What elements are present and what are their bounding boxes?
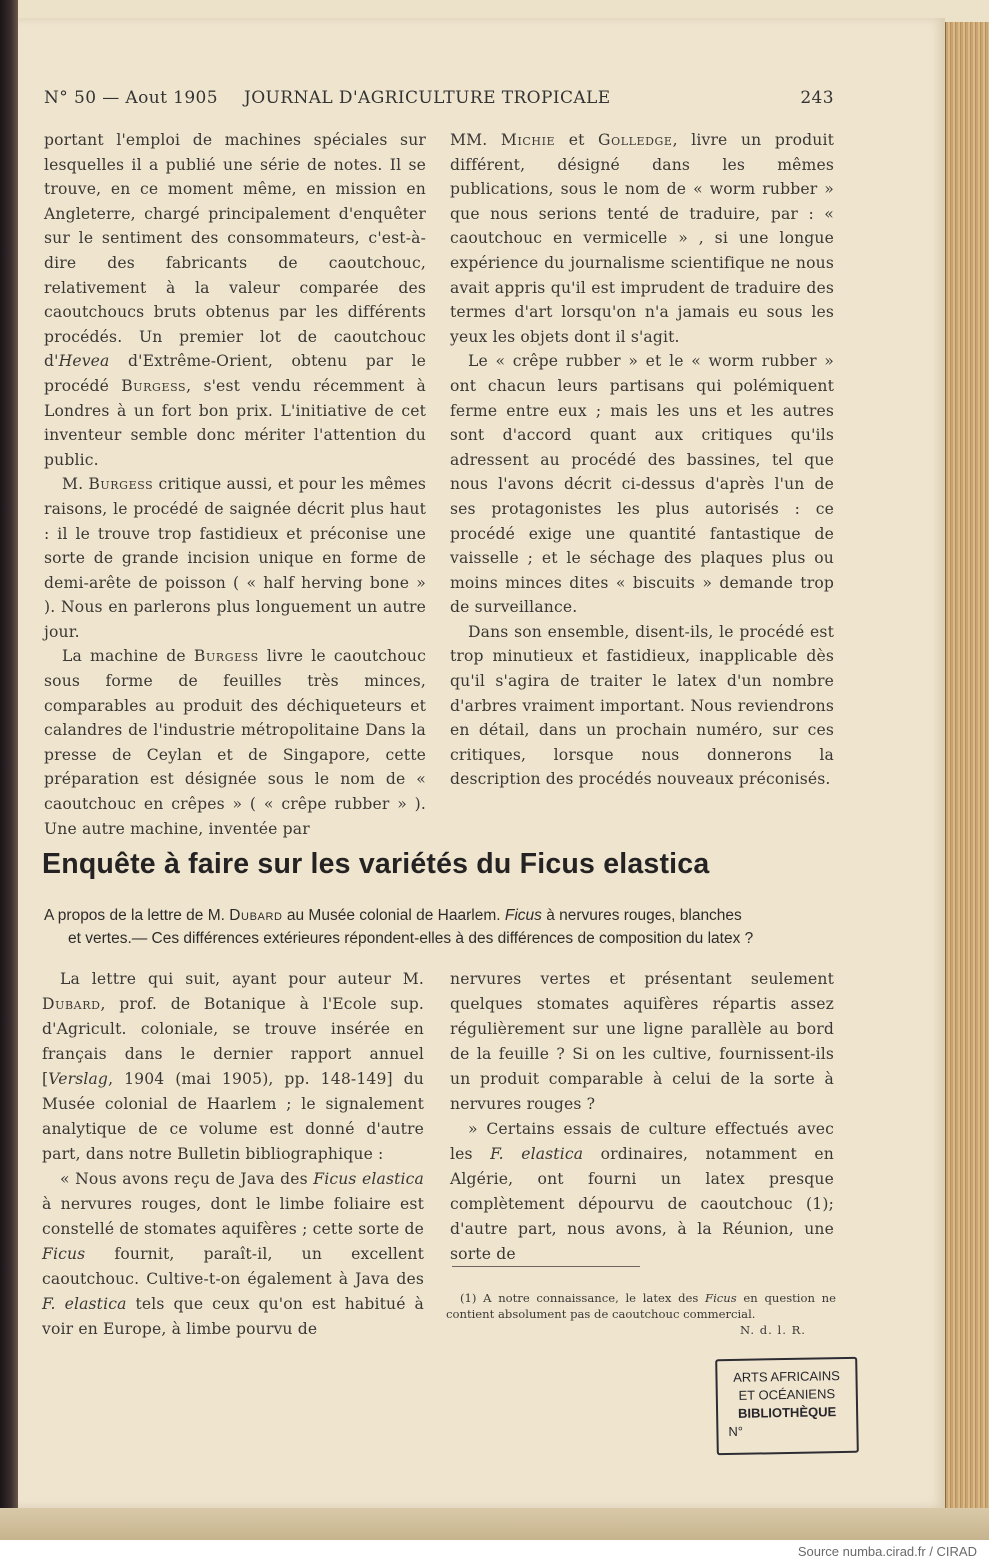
small-caps-name: Michie xyxy=(500,131,556,149)
text-run: au Musée colonial de Haarlem. xyxy=(282,907,505,924)
scan-bottom-shade xyxy=(0,1508,989,1540)
text-run: et xyxy=(555,131,599,149)
small-caps-name: Burgess xyxy=(88,475,154,494)
italic-text: Ficus elastica xyxy=(313,1170,424,1188)
text-run: en question ne contient absolument pas de caoutchouc commercial. xyxy=(446,1291,836,1321)
paragraph xyxy=(42,1167,424,1342)
italic-text: F. elastica xyxy=(490,1145,584,1163)
journal-title: JOURNAL D'AGRICULTURE TROPICALE xyxy=(244,88,611,108)
paragraph xyxy=(44,472,426,644)
top-right-column xyxy=(450,128,834,792)
text-run: fournit, paraît-il, un excellent caoutchouc. Cultive-t-on également à Java des xyxy=(42,1245,424,1288)
paragraph xyxy=(450,128,834,349)
text-run: Dans son ensemble, disent-ils, le procédé est trop minutieux et fastidieux, inapplicable dès qu'il s'agira de traiter le latex d'un nombre d'arbres vraiment important. Nous reviendrons en détail, dans un prochain numéro, sur ces critiques, lorsque nous donnerons la description des procédés nouveaux préconisés. xyxy=(450,622,834,789)
italic-text: Hevea xyxy=(58,352,110,371)
article-subtitle xyxy=(44,904,844,950)
text-run: à nervures rouges, dont le limbe foliaire est constellé de stomates aquifères ; cette sorte de xyxy=(42,1195,424,1238)
stamp-line-1: ARTS AFRICAINS xyxy=(733,1368,840,1385)
article-title: Enquête à faire sur les variétés du Ficus elastica xyxy=(42,848,710,880)
text-run: d'Extrême-Orient, obtenu par le procédé xyxy=(44,352,426,395)
footnote xyxy=(446,1290,836,1338)
page-block-edges xyxy=(945,22,989,1512)
text-run: La machine de xyxy=(62,647,194,666)
paragraph xyxy=(450,349,834,620)
italic-text: Verslag xyxy=(48,1070,109,1088)
text-run: M. xyxy=(62,475,89,494)
running-header xyxy=(44,88,834,112)
paragraph xyxy=(42,967,424,1167)
italic-text: Ficus xyxy=(504,907,542,924)
text-run: Le « crêpe rubber » et le « worm rubber » ont chacun leurs partisans qui polémiquent ferme entre eux ; mais les uns et les autres sont d'accord quant aux critiques qu'ils adressent au procédé des bassines, tel que nous l'avons décrit ci-dessus d'après l'un de ses protagonistes les plus autorisés : ce procédé exige une quantité fantastique de vaisselle ; et le séchage des plaques plus ou moins minces dites « biscuits » demande trop de surveillance. xyxy=(450,352,834,617)
footnote-text xyxy=(446,1290,836,1322)
paragraph xyxy=(44,128,426,472)
text-run: à nervures rouges, blanches xyxy=(541,907,742,924)
text-run: nervures vertes et présentant seulement quelques stomates aquifères répartis assez régulièrement sur une ligne parallèle au bord de la feuille ? Si on les cultive, fournissent-ils un produit comparable à celui de la sorte à nervures rouges ? xyxy=(450,970,834,1113)
text-run: » Certains essais de culture effectués avec les xyxy=(450,1120,834,1163)
small-caps-name: Golledge xyxy=(598,131,673,149)
text-run: « Nous avons reçu de Java des xyxy=(60,1170,314,1188)
text-run: , s'est vendu récemment à Londres à un fort bon prix. L'initiative de cet inventeur semble donc mériter l'attention du public. xyxy=(44,376,427,469)
small-caps-name: Dubard xyxy=(229,907,283,924)
subtitle-line-2: et vertes.— Ces différences extérieures répondent-elles à des différences de composition du latex ? xyxy=(68,930,754,947)
text-run: , prof. de Botanique à l'Ecole sup. d'Agricult. coloniale, se trouve insérée en français dans le dernier rapport annuel [ xyxy=(42,995,424,1088)
text-run: critique aussi, et pour les mêmes raisons, le procédé de saignée décrit plus haut : il le trouve trop fastidieux et préconise une sorte de grande incision unique en forme de demi-arête de poisson ( « half herving bone » ). Nous en parlerons plus longuement un autre jour. xyxy=(44,475,426,641)
page-number: 243 xyxy=(800,88,834,108)
text-run: (1) A notre connaissance, le latex des xyxy=(460,1291,706,1305)
text-run: livre le caoutchouc sous forme de feuilles très minces, comparables au produit des déchiqueteurs et calandres de l'industrie métropolitaine Dans la presse de Ceylan et de Singapore, cette préparation est désignée sous le nom de « caoutchouc en crêpes » ( « crêpe rubber » ). Une autre machine, inventée par xyxy=(44,647,426,838)
footnote-signature: N. d. l. R. xyxy=(739,1323,806,1337)
paragraph xyxy=(450,967,834,1117)
small-caps-name: Dubard xyxy=(42,995,101,1013)
article-left-column xyxy=(42,967,424,1342)
italic-text: F. elastica xyxy=(42,1295,127,1313)
text-run: MM. xyxy=(450,131,501,149)
text-run: A propos de la lettre de M. xyxy=(44,907,230,924)
italic-text: Ficus xyxy=(42,1245,86,1263)
text-run: tels que ceux qu'on est habitué à voir en Europe, à limbe pourvu de xyxy=(42,1295,424,1338)
text-run: , livre un produit différent, désigné dans les mêmes publications, sous le nom de « worm rubber » que nous serions tenté de traduire, par : « caoutchouc en vermicelle » , si une longue expérience du journalisme scientifique ne nous avait appris qu'il est imprudent de traduire des termes d'art lorsqu'on n'a jamais eu sous les yeux les objets dont il s'agit. xyxy=(450,131,835,346)
italic-text: Ficus xyxy=(705,1291,737,1305)
library-stamp xyxy=(715,1357,859,1455)
paragraph xyxy=(450,1117,834,1267)
source-credit: Source numba.cirad.fr / CIRAD xyxy=(797,1544,977,1559)
text-run: La lettre qui suit, ayant pour auteur M. xyxy=(60,970,424,988)
small-caps-name: Burgess xyxy=(193,647,259,666)
paragraph xyxy=(44,644,426,841)
stamp-line-2: ET OCÉANIENS xyxy=(738,1386,836,1403)
small-caps-name: Burgess xyxy=(121,376,187,395)
stamp-line-4: N° xyxy=(728,1423,744,1440)
binding-edge xyxy=(0,0,18,1540)
top-left-column xyxy=(44,128,426,841)
text-run: , 1904 (mai 1905), pp. 148-149] du Musée colonial de Haarlem ; le signalement analytique de ce volume est donné d'autre part, dans notre Bulletin bibliographique : xyxy=(42,1070,424,1163)
issue-label: N° 50 — Aout 1905 xyxy=(44,88,218,108)
text-run: portant l'emploi de machines spéciales sur lesquelles il a publié une série de notes. Il se trouve, en ce moment même, en mission en Angleterre, chargé principalement d'enquêter sur le sentiment des consommateurs, c'est-à-dire des fabricants de caoutchouc, relativement à la valeur comparée des caoutchoucs bruts obtenus par les différents procédés. Un premier lot de caoutchouc d' xyxy=(44,131,426,371)
subtitle-line-1 xyxy=(44,904,844,927)
paragraph xyxy=(450,620,834,792)
footnote-rule xyxy=(452,1266,640,1267)
stamp-line-3: BIBLIOTHÈQUE xyxy=(737,1404,837,1421)
article-right-column xyxy=(450,967,834,1267)
text-run: ordinaires, notamment en Algérie, ont fourni un latex presque complètement dépourvu de caoutchouc (1); d'autre part, nous avons, à la Réunion, une sorte de xyxy=(450,1145,834,1263)
